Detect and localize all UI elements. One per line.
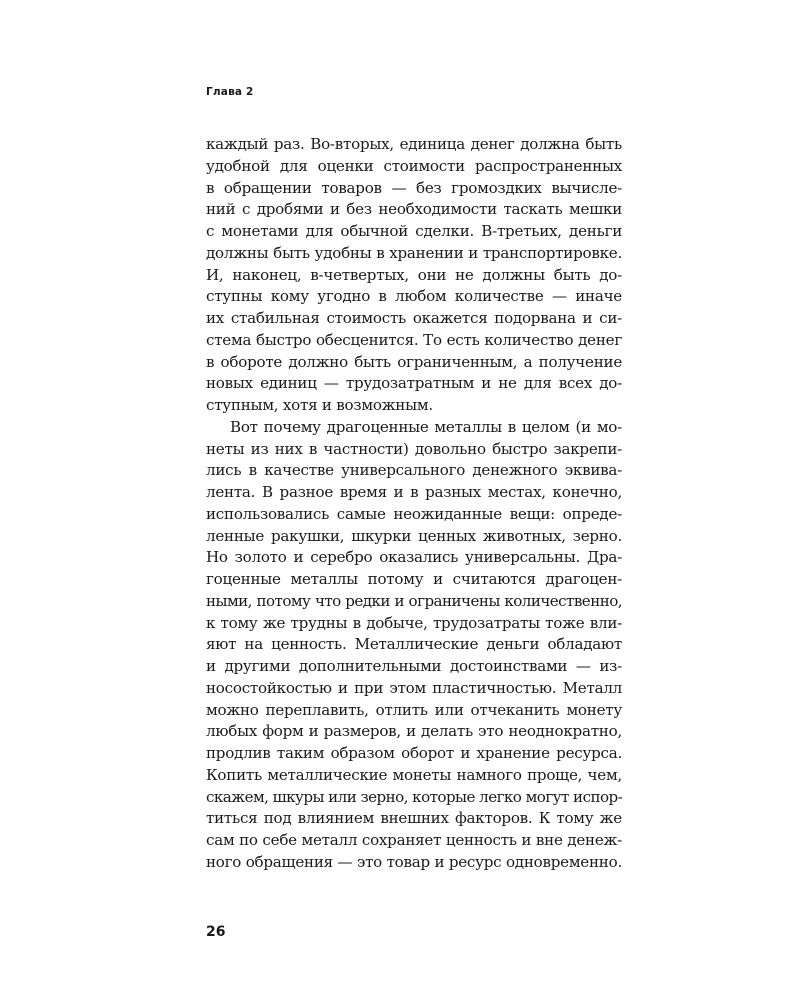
text-line: в обращении товаров — без громоздких вычисле- [206, 178, 622, 197]
text-line: яют на ценность. Металлические деньги обладают [206, 635, 622, 654]
text-line: ленные ракушки, шкурки ценных животных, зерно. [206, 526, 622, 545]
text-line: должны быть удобны в хранении и транспортировке. [206, 243, 622, 262]
text-line: любых форм и размеров, и делать это неоднократно, [206, 722, 622, 741]
text-line: скажем, шкуры или зерно, которые легко могут испор- [206, 787, 623, 806]
text-line: гоценные металлы потому и считаются драгоцен- [206, 570, 622, 588]
paragraph-last-line: ступным, хотя и возможным. [206, 396, 433, 414]
chapter-header: Глава 2 [206, 86, 254, 98]
text-line: лись в качестве универсального денежного эквива- [206, 461, 622, 480]
text-line: ного обращения — это товар и ресурс одновременно. [206, 852, 622, 871]
text-line: Но золото и серебро оказались универсальны. Дра- [206, 548, 622, 567]
text-line: использовались самые неожиданные вещи: опреде- [206, 504, 622, 523]
text-line: удобной для оценки стоимости распространенных [206, 156, 622, 175]
text-line: носостойкостью и при этом пластичностью. Металл [206, 678, 622, 697]
text-line: продлив таким образом оборот и хранение ресурса. [206, 744, 622, 762]
paragraph-first-line: Вот почему драгоценные металлы в целом (и мо- [230, 417, 622, 436]
text-line: каждый раз. Во-вторых, единица денег должна быть [206, 135, 622, 153]
text-line: ными, потому что редки и ограничены количественно, [206, 591, 622, 610]
text-line: их стабильная стоимость окажется подорвана и си- [206, 309, 622, 327]
text-line: в обороте должно быть ограниченным, а получение [206, 352, 622, 371]
text-line: с монетами для обычной сделки. В-третьих, деньги [206, 222, 622, 240]
text-line: стема быстро обесценится. То есть количество денег [206, 330, 622, 349]
text-line: и другими дополнительными достоинствами — из- [206, 657, 622, 675]
text-line: титься под влиянием внешних факторов. К тому же [206, 809, 622, 828]
text-line: лента. В разное время и в разных местах, конечно, [206, 483, 622, 501]
text-line: можно переплавить, отлить или отчеканить монету [206, 700, 622, 719]
page-number: 26 [206, 924, 226, 940]
text-line: Копить металлические монеты намного проще, чем, [206, 765, 622, 784]
text-line: к тому же трудны в добыче, трудозатраты тоже вли- [206, 613, 622, 632]
text-line: ступны кому угодно в любом количестве — иначе [206, 287, 622, 306]
text-line: сам по себе металл сохраняет ценность и вне денеж- [206, 831, 622, 849]
text-line: И, наконец, в-четвертых, они не должны быть до- [206, 265, 622, 284]
text-line: неты из них в частности) довольно быстро закрепи- [206, 439, 622, 458]
body-text [206, 134, 622, 874]
text-line: новых единиц — трудозатратным и не для всех до- [206, 374, 622, 393]
text-line: ний с дробями и без необходимости таскать мешки [206, 200, 622, 219]
